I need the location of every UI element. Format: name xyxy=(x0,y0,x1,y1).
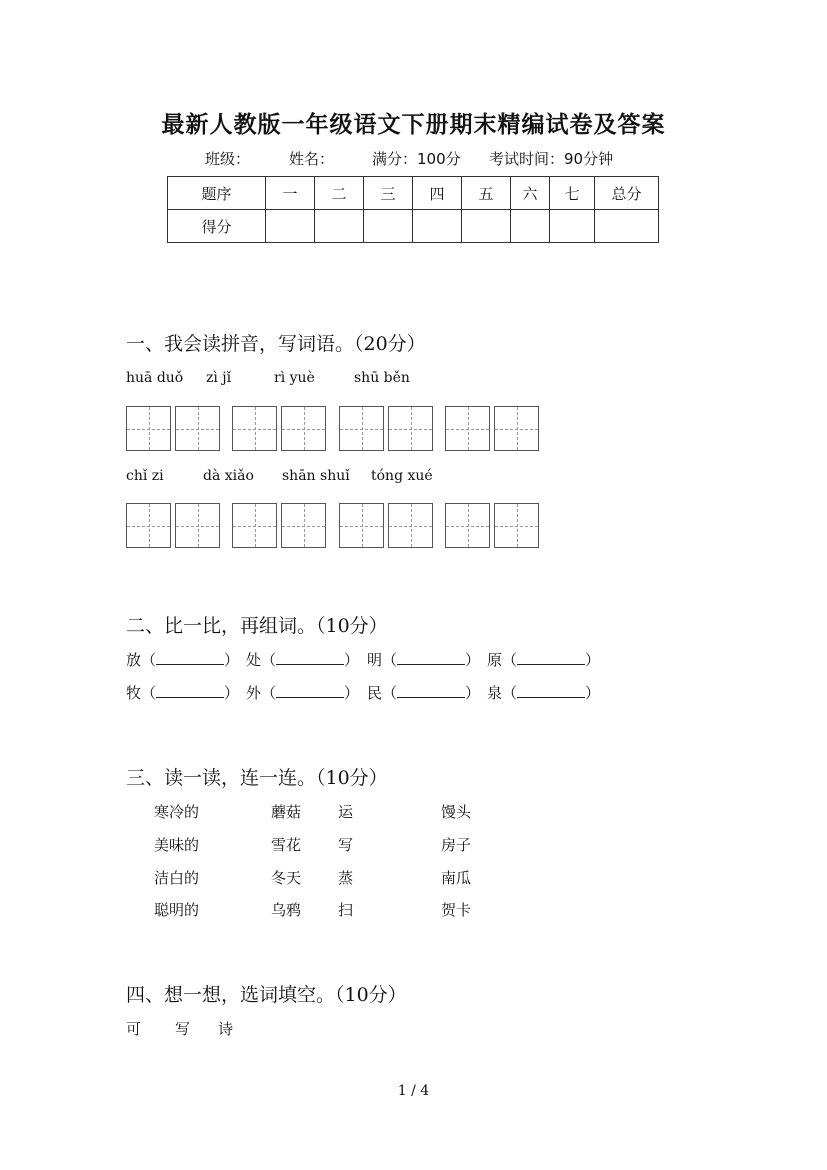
class-label: 班级： xyxy=(205,150,251,168)
exam-time: 考试时间：90分钟 xyxy=(489,150,614,168)
writing-grid[interactable] xyxy=(126,503,171,548)
pinyin-label: tóng xué xyxy=(371,468,433,484)
paren: ） xyxy=(585,684,601,702)
char: 泉 xyxy=(487,684,503,702)
writing-grid[interactable] xyxy=(494,503,539,548)
writing-grid[interactable] xyxy=(445,503,490,548)
match-word[interactable]: 寒冷的 xyxy=(154,803,200,821)
writing-grid[interactable] xyxy=(445,406,490,451)
match-word[interactable]: 美味的 xyxy=(154,836,200,854)
writing-grid[interactable] xyxy=(232,406,277,451)
match-word[interactable]: 房子 xyxy=(441,836,472,854)
match-word[interactable]: 聪明的 xyxy=(154,901,200,919)
answer-blank[interactable] xyxy=(517,683,585,698)
score-cell[interactable] xyxy=(266,210,315,243)
pinyin-label: zì jǐ xyxy=(206,370,232,386)
score-cell[interactable] xyxy=(511,210,550,243)
pinyin-label: dà xiǎo xyxy=(203,468,254,484)
match-word[interactable]: 乌鸦 xyxy=(271,901,302,919)
answer-blank[interactable] xyxy=(276,683,344,698)
table-cell: 一 xyxy=(266,177,315,210)
writing-grid[interactable] xyxy=(281,406,326,451)
score-cell[interactable] xyxy=(595,210,659,243)
pinyin-label: shū běn xyxy=(354,370,410,386)
score-cell[interactable] xyxy=(550,210,595,243)
writing-grid[interactable] xyxy=(339,406,384,451)
table-cell: 二 xyxy=(315,177,364,210)
char: 民 xyxy=(367,684,383,702)
table-cell: 题序 xyxy=(168,177,266,210)
writing-grid[interactable] xyxy=(494,406,539,451)
writing-grid[interactable] xyxy=(175,503,220,548)
char: 处 xyxy=(246,651,262,669)
writing-grid[interactable] xyxy=(232,503,277,548)
writing-grid[interactable] xyxy=(339,503,384,548)
pinyin-label: huā duǒ xyxy=(126,370,184,386)
paren: （ xyxy=(502,684,518,702)
match-word[interactable]: 贺卡 xyxy=(441,901,472,919)
answer-blank[interactable] xyxy=(156,683,224,698)
paren: （ xyxy=(261,684,277,702)
writing-grid[interactable] xyxy=(388,503,433,548)
compare-item xyxy=(126,649,239,670)
compare-item xyxy=(126,682,239,703)
writing-grid[interactable] xyxy=(281,503,326,548)
paren: ） xyxy=(224,684,240,702)
table-cell: 三 xyxy=(364,177,413,210)
table-cell: 五 xyxy=(462,177,511,210)
answer-blank[interactable] xyxy=(397,683,465,698)
score-cell[interactable] xyxy=(364,210,413,243)
paren: ） xyxy=(465,684,481,702)
full-score: 满分：100分 xyxy=(372,150,461,168)
score-cell[interactable] xyxy=(413,210,462,243)
section-2-heading: 二、比一比，再组词。（10分） xyxy=(126,615,388,637)
compare-item xyxy=(367,649,480,670)
section-4-heading: 四、想一想，选词填空。（10分） xyxy=(126,984,407,1006)
table-cell: 七 xyxy=(550,177,595,210)
match-word[interactable]: 洁白的 xyxy=(154,869,200,887)
match-word[interactable]: 南瓜 xyxy=(441,869,472,887)
paren: （ xyxy=(382,684,398,702)
char: 明 xyxy=(367,651,383,669)
match-word[interactable]: 运 xyxy=(338,803,354,821)
score-cell[interactable] xyxy=(315,210,364,243)
answer-blank[interactable] xyxy=(397,650,465,665)
match-word[interactable]: 蒸 xyxy=(338,869,354,887)
table-cell: 六 xyxy=(511,177,550,210)
compare-item xyxy=(487,649,600,670)
pinyin-label: shān shuǐ xyxy=(282,468,350,484)
paren: ） xyxy=(344,651,360,669)
page-number: 1 / 4 xyxy=(397,1083,430,1099)
char: 外 xyxy=(246,684,262,702)
writing-grid[interactable] xyxy=(388,406,433,451)
match-word[interactable]: 馒头 xyxy=(441,803,472,821)
section-3-heading: 三、读一读，连一连。（10分） xyxy=(126,767,388,789)
section-1-heading: 一、我会读拼音，写词语。（20分） xyxy=(126,333,426,355)
word-option: 可 xyxy=(126,1020,142,1038)
paren: ） xyxy=(224,651,240,669)
name-label: 姓名： xyxy=(289,150,335,168)
pinyin-label: chǐ zi xyxy=(126,468,164,484)
match-word[interactable]: 雪花 xyxy=(271,836,302,854)
char: 牧 xyxy=(126,684,142,702)
page-title: 最新人教版一年级语文下册期末精编试卷及答案 xyxy=(161,111,666,138)
match-word[interactable]: 冬天 xyxy=(271,869,302,887)
compare-item xyxy=(246,682,359,703)
match-word[interactable]: 写 xyxy=(338,836,354,854)
char: 原 xyxy=(487,651,503,669)
paren: （ xyxy=(502,651,518,669)
answer-blank[interactable] xyxy=(517,650,585,665)
pinyin-label: rì yuè xyxy=(274,370,315,386)
paren: ） xyxy=(465,651,481,669)
paren: （ xyxy=(261,651,277,669)
table-cell: 四 xyxy=(413,177,462,210)
writing-grid[interactable] xyxy=(175,406,220,451)
paren: （ xyxy=(141,651,157,669)
paren: （ xyxy=(382,651,398,669)
score-table-header-row xyxy=(168,177,659,210)
compare-item xyxy=(246,649,359,670)
paren: （ xyxy=(141,684,157,702)
word-option: 诗 xyxy=(218,1020,234,1038)
word-option: 写 xyxy=(175,1020,191,1038)
writing-grid[interactable] xyxy=(126,406,171,451)
match-word[interactable]: 蘑菇 xyxy=(271,803,302,821)
score-table xyxy=(167,176,659,243)
answer-blank[interactable] xyxy=(156,650,224,665)
score-table-score-row xyxy=(168,210,659,243)
compare-item xyxy=(367,682,480,703)
score-cell[interactable] xyxy=(462,210,511,243)
table-cell: 总分 xyxy=(595,177,659,210)
char: 放 xyxy=(126,651,142,669)
answer-blank[interactable] xyxy=(276,650,344,665)
table-cell: 得分 xyxy=(168,210,266,243)
match-word[interactable]: 扫 xyxy=(338,901,354,919)
paren: ） xyxy=(585,651,601,669)
compare-item xyxy=(487,682,600,703)
paren: ） xyxy=(344,684,360,702)
